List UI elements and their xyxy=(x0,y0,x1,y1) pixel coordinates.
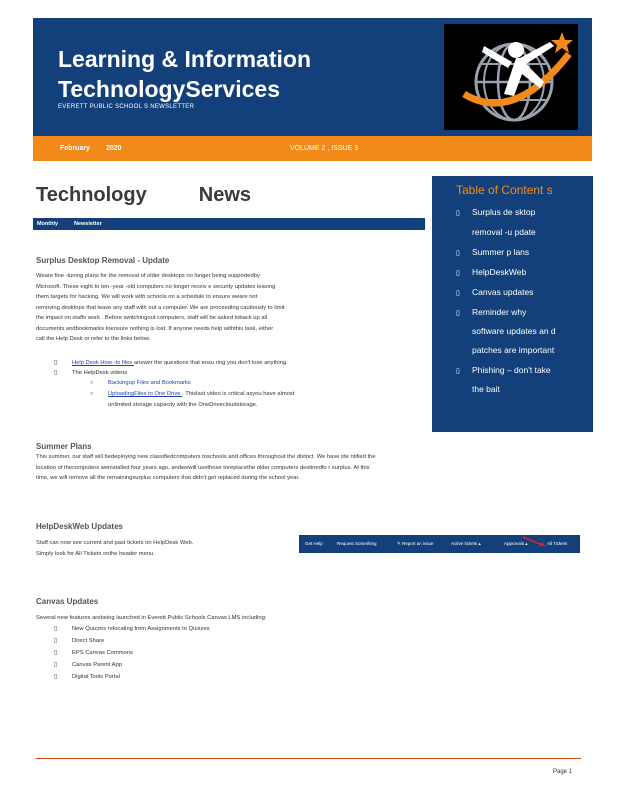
bullet-icon: ▯ xyxy=(54,662,58,668)
bullet-icon: ▯ xyxy=(456,210,460,217)
list-item: ▯ The HelpDesk videos xyxy=(54,370,128,376)
bullet-icon: ▯ xyxy=(456,368,460,375)
list-item: ▯ Canvas Parent App xyxy=(54,662,122,668)
bullet-icon: ▯ xyxy=(456,250,460,257)
sub-list-item xyxy=(90,380,191,386)
helpdesk-paragraph: Staff can now see current and past tickets on HelpDesk Web. Simply look for All Tickets onthe header menu. xyxy=(36,540,194,557)
nav-all-tickets[interactable]: All Tickets xyxy=(547,541,568,546)
section-heading-helpdesk: HelpDeskWeb Updates xyxy=(36,522,123,531)
page-number: Page 1 xyxy=(553,769,573,775)
circle-bullet-icon: ○ xyxy=(90,391,94,397)
bullet-icon: ▯ xyxy=(456,290,460,297)
list-item: ▯ New Quizzes relocating from Assignments to Quizzes xyxy=(54,626,210,632)
bullet-icon: ▯ xyxy=(54,650,58,656)
issue-year: 2020 xyxy=(106,145,122,152)
bullet-icon: ▯ xyxy=(456,310,460,317)
surplus-paragraph: Weare fine -tuning plans for the removal of older desktops no longer being supportedby Microsoft. These eight to ten -year -old computers no longer receiv e security updates leaving them targets for hacking. We will work with schools on a schedule to ensure weare not removing desktops that leave any staff with out a computer. We are proceeding cautiously to limit the impact on staffs work . Before switchingout computers, staff will be asked toback up all documents andbookmarks toensure nothing is lost. If anyone needs help withthis task, either call the Help Desk or refer to the links below. xyxy=(36,273,285,342)
toc-item[interactable]: ▯ Phishing – don't take xyxy=(456,360,551,382)
sub-list-continuation: unlimited storage capacity with the OneDrivecloudstorage. xyxy=(108,402,258,408)
nav-report-issue[interactable]: ✎ Report an issue xyxy=(397,541,434,546)
backup-files-link[interactable]: Backingup Files and Bookmarks xyxy=(108,380,191,386)
toc-item[interactable]: ▯ Surplus de sktop xyxy=(456,202,535,224)
toc-item[interactable]: ▯ HelpDeskWeb xyxy=(456,262,526,284)
globe-figure-icon xyxy=(444,24,578,130)
header-date-bar xyxy=(33,136,432,161)
bullet-icon: ▯ xyxy=(54,626,58,632)
newsletter-title: Learning & Information TechnologyServices xyxy=(58,46,311,102)
sub-list-item: ○ UploadingFiles to One Drive . Thislast video is critical asyou have almost xyxy=(90,391,295,397)
helpdesk-header-menu xyxy=(299,535,580,553)
list-item: ▯ Help Desk How -to files answer the questions that ensu ring you don't lose anything. xyxy=(54,360,288,366)
toc-title: Table of Content s xyxy=(456,183,553,197)
nav-approvals[interactable]: Approvals ▴ xyxy=(504,541,528,546)
toc-item-continued[interactable]: the bait xyxy=(472,384,500,394)
summer-paragraph: This summer, our staff will bedeploying new classifiedcomputers toschools and offices throughout the district. We have ide ntified the location of thecomputers weinstalled four years ago, andwewill usethose toreplacethe older computers destinedfo r surplus. At this time, we will remove all the remainingsurplus computers that didn't get replaced during the school year. xyxy=(36,454,376,481)
bullet-icon: ▯ xyxy=(54,638,58,644)
bullet-icon: ▯ xyxy=(54,360,58,366)
section-heading-summer: Summer Plans xyxy=(36,442,92,451)
toc-item[interactable]: ▯ Reminder why xyxy=(456,302,526,324)
red-arrow-icon xyxy=(521,535,549,549)
section-heading-canvas: Canvas Updates xyxy=(36,597,99,606)
volume-issue: VOLUME 2 , ISSUE 3 xyxy=(290,145,359,152)
nav-get-help[interactable]: Get Help xyxy=(305,541,323,546)
list-item: ▯ EPS Canvas Commons xyxy=(54,650,133,656)
bullet-icon: ▯ xyxy=(54,674,58,680)
logo-image xyxy=(444,24,578,130)
helpdesk-howto-link[interactable]: Help Desk How -to files xyxy=(72,360,134,366)
list-item: ▯ Direct Share xyxy=(54,638,105,644)
toc-item-continued[interactable]: removal -u pdate xyxy=(472,227,536,237)
footer-divider xyxy=(36,758,581,759)
canvas-intro: Several new features arebeing launched in Everett Public Schools Canvas LMS including: xyxy=(36,615,267,621)
bullet-icon: ▯ xyxy=(54,370,58,376)
bullet-icon: ▯ xyxy=(456,270,460,277)
list-item: ▯ Digital Tools Portal xyxy=(54,674,120,680)
newsletter-subtitle: EVERETT PUBLIC SCHOOL S NEWSLETTER xyxy=(58,104,195,110)
logo-orange-bar xyxy=(432,136,592,161)
toc-item-continued[interactable]: software updates an d xyxy=(472,326,556,336)
monthly-newsletter-bar: Monthly Newsletter xyxy=(33,218,425,230)
section-heading-surplus: Surplus Desktop Removal - Update xyxy=(36,256,170,265)
toc-item-continued[interactable]: patches are important xyxy=(472,345,555,355)
nav-request-something[interactable]: Request Something xyxy=(337,541,377,546)
issue-month: February xyxy=(60,145,90,152)
upload-files-link[interactable]: UploadingFiles to One Drive xyxy=(108,391,183,397)
toc-item[interactable]: ▯ Summer p lans xyxy=(456,242,529,264)
nav-active-tickets[interactable]: Active tickets ▴ xyxy=(451,541,481,546)
page-title: Technology News xyxy=(36,184,251,206)
toc-item[interactable]: ▯ Canvas updates xyxy=(456,282,533,304)
circle-bullet-icon: ○ xyxy=(90,380,94,386)
